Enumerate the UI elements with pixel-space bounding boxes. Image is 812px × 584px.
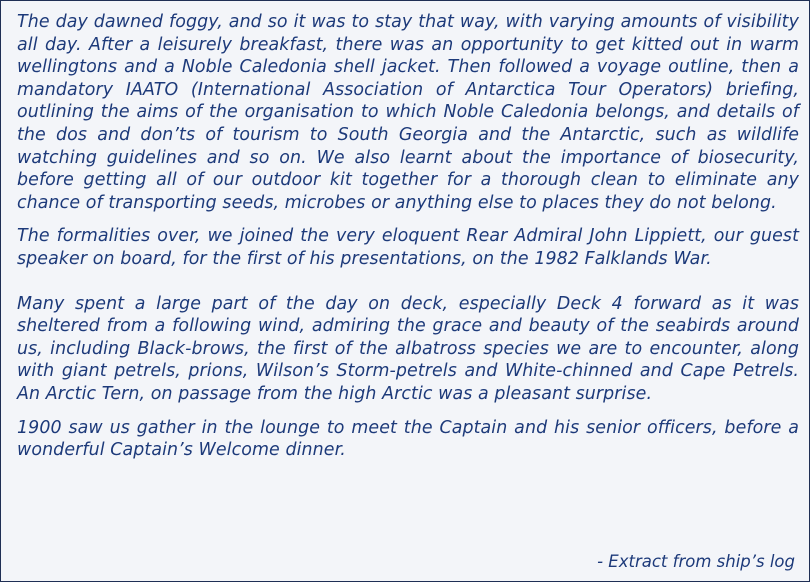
paragraph-day-overview: The day dawned foggy, and so it was to stay that way, with varying amounts of visibility all day. After a leisurely breakfast, there was an opportunity to get kitted out in warm wellingtons and a Noble Caledonia shell jacket. Then followed a voyage outline, then a mandatory IAATO (International Association of Antarctica Tour Operators) briefing, outlining the aims of the organisation to which Noble Caledonia belongs, and details of the dos and don’ts of tourism to South Georgia and the Antarctic, such as wildlife watching guidelines and so on. We also learnt about the importance of biosecurity, before getting all of our outdoor kit together for a thorough clean to eliminate any chance of transporting seeds, microbes or anything else to places they do not belong. bbox=[17, 12, 799, 213]
attribution: - Extract from ship’s log bbox=[597, 552, 795, 571]
paragraph-guest-speaker: The formalities over, we joined the very eloquent Rear Admiral John Lippiett, our guest speaker on board, for the first of his presentations, on the 1982 Falklands War. bbox=[17, 226, 799, 269]
paragraph-captain-dinner: 1900 saw us gather in the lounge to meet the Captain and his senior officers, before a wonderful Captain’s Welcome dinner. bbox=[17, 417, 799, 461]
paragraph-seabirds: Many spent a large part of the day on deck, especially Deck 4 forward as it was sheltered from a following wind, admiring the grace and beauty of the seabirds around us, including Black-brows, the first of the albatross species we are to encounter, along with giant petrels, prions, Wilson’s Storm-petrels and White-chinned and Cape Petrels. An Arctic Tern, on passage from the high Arctic was a pleasant surprise. bbox=[17, 293, 799, 404]
log-text-body bbox=[17, 11, 799, 473]
